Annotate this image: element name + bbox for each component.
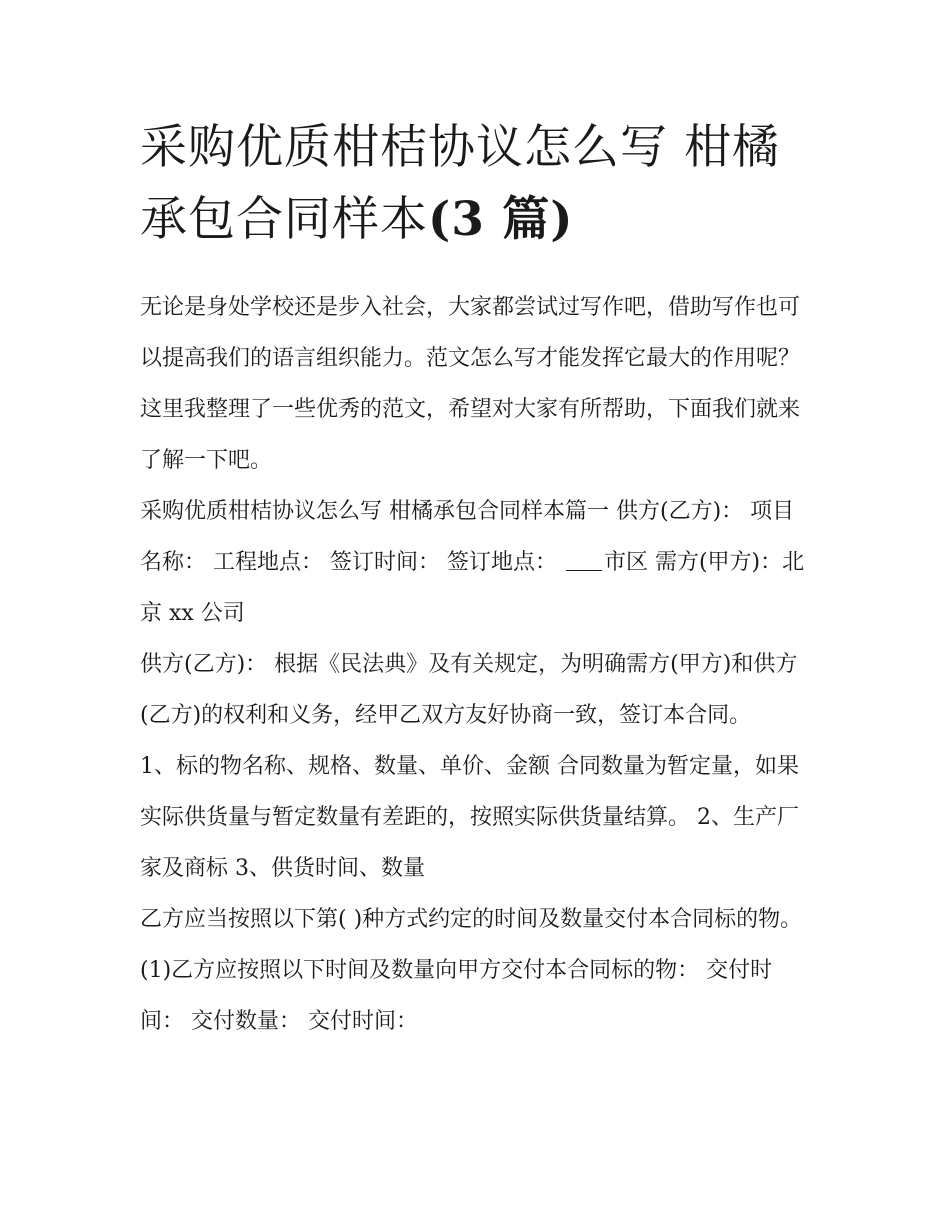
delivery-paragraph: 乙方应当按照以下第( )种方式约定的时间及数量交付本合同标的物。 (1)乙方应按照以下时间及数量向甲方交付本合同标的物： 交付时间： 交付数量： 交付时间：: [140, 907, 803, 1034]
intro-paragraph: 无论是身处学校还是步入社会，大家都尝试过写作吧，借助写作也可以提高我们的语言组织能力。范文怎么写才能发挥它最大的作用呢？这里我整理了一些优秀的范文，希望对大家有所帮助，下面我们就来了解一下吧。: [140, 295, 801, 473]
document-title: [140, 112, 815, 256]
contract-header-paragraph: [140, 486, 815, 639]
clause-paragraph: 1、标的物名称、规格、数量、单价、金额 合同数量为暂定量，如果实际供货量与暂定数量有差距的，按照实际供货量结算。 2、生产厂家及商标 3、供货时间、数量: [140, 754, 799, 881]
contract-header-text: 采购优质柑桔协议怎么写 柑橘承包合同样本篇一 供方(乙方)： 项目名称： 工程地点： 签订时间： 签订地点：: [140, 499, 795, 575]
preamble-paragraph: 供方(乙方)： 根据《民法典》及有关规定，为明确需方(甲方)和供方(乙方)的权利和义务，经甲乙双方友好协商一致，签订本合同。: [140, 652, 798, 728]
document-body: [140, 282, 815, 1047]
document-page: [140, 112, 815, 1047]
title-main: 采购优质柑桔协议怎么写 柑橘承包合同样本: [140, 120, 780, 247]
title-count: (3 篇): [428, 192, 574, 247]
fill-in-blank: [566, 548, 602, 571]
contract-buyer-text: 市区 需方(甲方)：北京 xx 公司: [140, 550, 805, 626]
